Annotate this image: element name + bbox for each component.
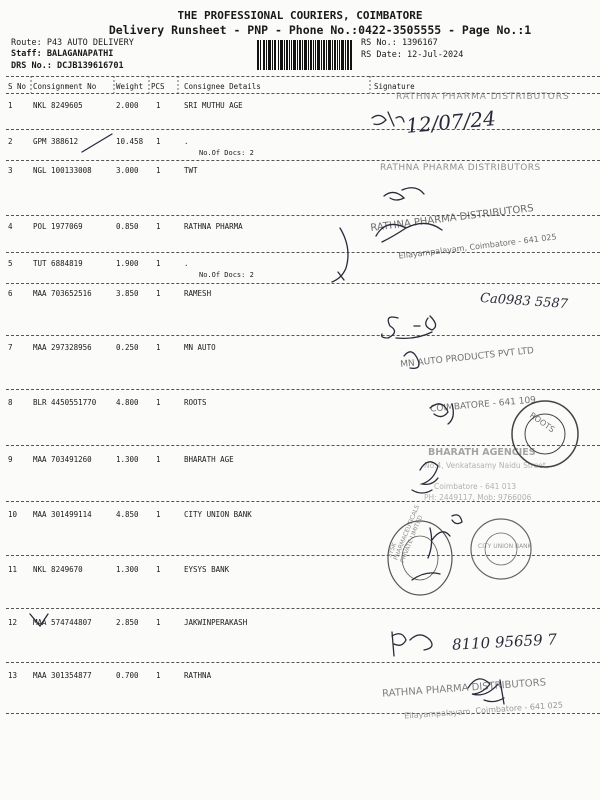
row-separator <box>6 608 600 609</box>
row-sno: 1 <box>8 101 13 110</box>
row-pcs: 1 <box>156 222 161 231</box>
handwritten-phone-1: Ca0983 5587 <box>479 290 569 313</box>
row-consignee: JAKWINPERAKASH <box>184 618 248 627</box>
row-separator <box>6 389 600 390</box>
barcode-image <box>257 40 352 70</box>
row-weight: 0.250 <box>116 343 139 352</box>
row-separator <box>6 662 600 663</box>
col-pcs: PCS <box>151 82 165 91</box>
row-weight: 2.000 <box>116 101 139 110</box>
row-consignee: ROOTS <box>184 398 207 407</box>
row-docs-count: No.Of Docs: 2 <box>199 271 254 279</box>
stamp-rathna-3: RATHNA PHARMA DISTRIBUTORS <box>380 163 541 173</box>
row-sno: 12 <box>8 618 18 627</box>
row-pcs: 1 <box>156 671 161 680</box>
stamp-rathna-4: RATHNA PHARMA DISTRIBUTORS <box>369 203 535 234</box>
row-weight: 0.850 <box>116 222 139 231</box>
row-consignee: MN AUTO <box>184 343 216 352</box>
row-sno: 7 <box>8 343 13 352</box>
route-label: Route: P43 AUTO DELIVERY <box>11 38 134 48</box>
row-pcs: 1 <box>156 455 161 464</box>
row-weight: 1.300 <box>116 565 139 574</box>
runsheet-title: Delivery Runsheet - PNP - Phone No.:0422-3505555 - Page No.:1 <box>108 23 532 37</box>
col-signature: Signature <box>374 82 415 91</box>
row-separator <box>6 713 600 714</box>
col-consignee: Consignee Details <box>184 82 261 91</box>
stamp-rathna-address: Ellayampalayam, Coimbatore - 641 025 <box>398 232 558 261</box>
stamp-coimbatore: COIMBATORE - 641 109 <box>429 395 537 415</box>
row-sno: 3 <box>8 166 13 175</box>
row-pcs: 1 <box>156 259 161 268</box>
row-consignee: . <box>184 259 189 268</box>
stamp-rathna-13-address: Ellayampalayam, Coimbatore - 641 025 <box>403 700 564 721</box>
row-consignee: BHARATH AGE <box>184 455 234 464</box>
row-weight: 10.458 <box>116 137 144 146</box>
stamp-rathna-faded: RATHNA PHARMA DISTRIBUTORS <box>396 92 570 102</box>
col-weight: Weight <box>116 82 144 91</box>
row-consignee: . <box>184 137 189 146</box>
row-consignment-no: MAA 574744807 <box>33 618 92 627</box>
row-consignee: RATHNA PHARMA <box>184 222 243 231</box>
row-separator <box>6 335 600 336</box>
row-consignment-no: BLR 4450551770 <box>33 398 97 407</box>
row-consignee: TWT <box>184 166 198 175</box>
row-consignment-no: POL 1977069 <box>33 222 83 231</box>
row-consignment-no: MAA 301499114 <box>33 510 92 519</box>
row-consignee: EYSYS BANK <box>184 565 230 574</box>
row-sno: 8 <box>8 398 13 407</box>
row-pcs: 1 <box>156 618 161 627</box>
row-sno: 4 <box>8 222 13 231</box>
row-pcs: 1 <box>156 289 161 298</box>
row-pcs: 1 <box>156 166 161 175</box>
row-weight: 0.700 <box>116 671 139 680</box>
stamp-bharath-name: BHARATH AGENCIES <box>428 447 536 458</box>
row-consignee: RATHNA <box>184 671 212 680</box>
row-pcs: 1 <box>156 510 161 519</box>
row-consignee: SRI MUTHU AGE <box>184 101 243 110</box>
handwritten-date: 12/07/24 <box>405 106 497 138</box>
row-consignment-no: NKL 8249605 <box>33 101 83 110</box>
row-pcs: 1 <box>156 101 161 110</box>
row-weight: 1.300 <box>116 455 139 464</box>
staff-label: Staff: BALAGANAPATHI <box>11 49 114 59</box>
row-pcs: 1 <box>156 343 161 352</box>
stamp-mn-auto: MN AUTO PRODUCTS PVT LTD <box>399 346 535 370</box>
row-sno: 2 <box>8 137 13 146</box>
row-sno: 10 <box>8 510 18 519</box>
row-sno: 5 <box>8 259 13 268</box>
row-weight: 4.800 <box>116 398 139 407</box>
row-consignment-no: GPM 388612 <box>33 137 79 146</box>
stamp-bharath-city: Coimbatore - 641 013 <box>434 482 517 491</box>
seal-bank-text: CITY UNION BANK <box>478 543 532 550</box>
row-consignment-no: MAA 301354877 <box>33 671 92 680</box>
row-docs-count: No.Of Docs: 2 <box>199 149 254 157</box>
row-consignment-no: NGL 100133008 <box>33 166 92 175</box>
seal-roots <box>508 397 582 471</box>
row-sno: 11 <box>8 565 18 574</box>
row-consignee: RAMESH <box>184 289 212 298</box>
row-consignee: CITY UNION BANK <box>184 510 252 519</box>
row-separator <box>6 160 600 161</box>
stamp-bharath-phone: PH: 2449117, Mob: 9766006 <box>424 493 532 502</box>
handwritten-phone-2: 8110 95659 7 <box>451 630 558 654</box>
row-weight: 2.850 <box>116 618 139 627</box>
company-title: THE PROFESSIONAL COURIERS, COIMBATORE <box>177 9 423 22</box>
row-separator <box>6 129 600 130</box>
row-weight: 4.850 <box>116 510 139 519</box>
row-pcs: 1 <box>156 565 161 574</box>
row-sno: 9 <box>8 455 13 464</box>
row-consignment-no: NKL 8249670 <box>33 565 83 574</box>
row-pcs: 1 <box>156 137 161 146</box>
drs-number: DRS No.: DCJB139616701 <box>11 61 124 71</box>
stamp-bharath-street: No.4, Venkatasamy Naidu Street, <box>424 461 549 470</box>
seal-sysk-text: SYSK PHARMACEUTICALS PRIVATE LIMITED <box>386 504 425 564</box>
col-sno: S No <box>8 82 27 91</box>
row-sno: 13 <box>8 671 18 680</box>
col-consignment: Consignment No <box>33 82 97 91</box>
rs-number: RS No.: 1396167 <box>361 38 438 48</box>
row-consignment-no: TUT 6884819 <box>33 259 83 268</box>
row-separator <box>6 283 600 284</box>
row-weight: 1.900 <box>116 259 139 268</box>
row-sno: 6 <box>8 289 13 298</box>
row-consignment-no: MAA 703491260 <box>33 455 92 464</box>
rs-date: RS Date: 12-Jul-2024 <box>361 50 464 60</box>
row-consignment-no: MAA 297328956 <box>33 343 92 352</box>
stamp-roots: ROOTS <box>527 410 557 435</box>
row-pcs: 1 <box>156 398 161 407</box>
stamp-rathna-13: RATHNA PHARMA DISTRIBUTORS <box>381 677 547 700</box>
row-weight: 3.000 <box>116 166 139 175</box>
row-weight: 3.850 <box>116 289 139 298</box>
row-separator <box>6 252 600 253</box>
row-consignment-no: MAA 703652516 <box>33 289 92 298</box>
